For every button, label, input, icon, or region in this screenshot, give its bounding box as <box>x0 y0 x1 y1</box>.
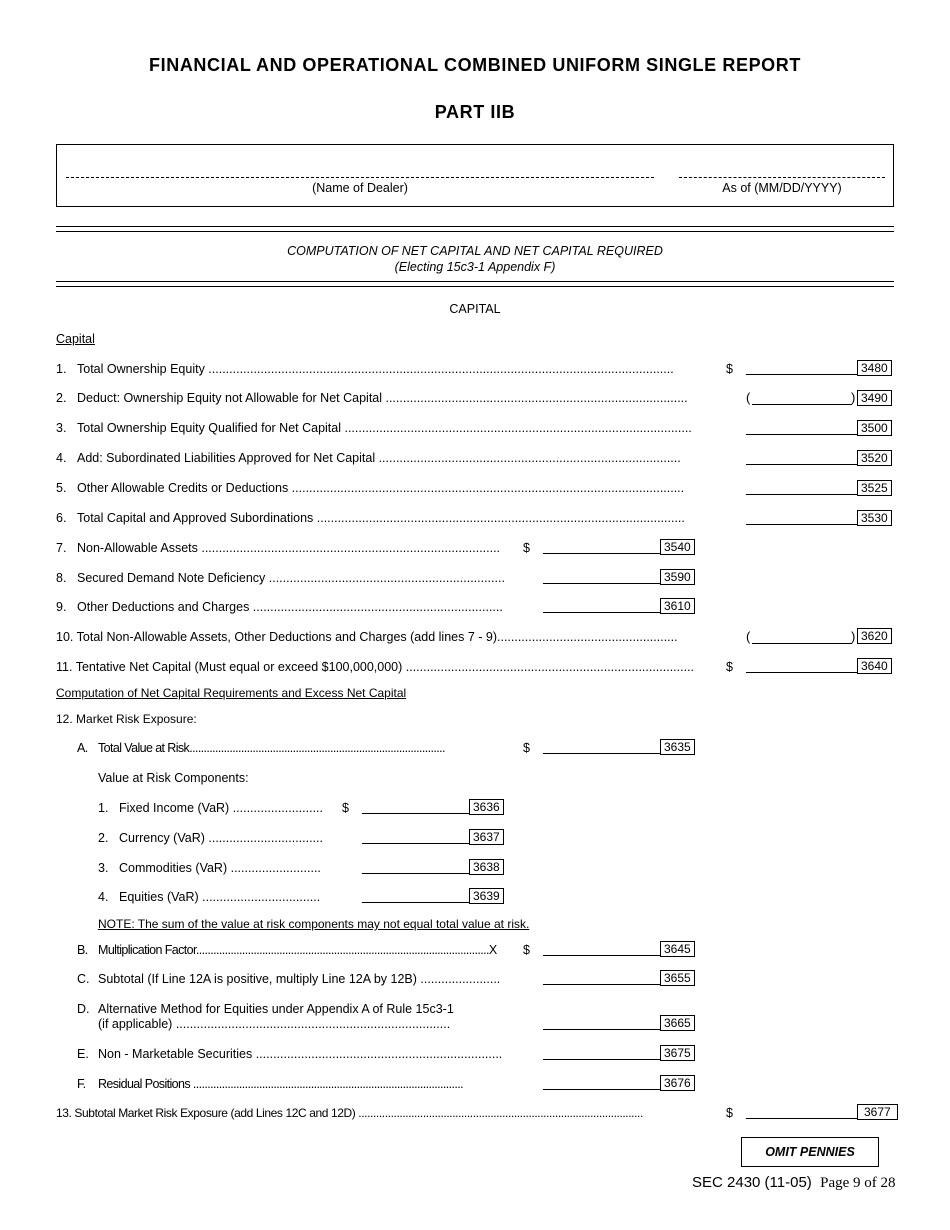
dealer-name-field[interactable] <box>66 177 654 178</box>
line-label: Secured Demand Note Deficiency .................................................................... <box>77 571 505 585</box>
amount-field-3638[interactable] <box>362 873 470 874</box>
amount-field-3500[interactable] <box>746 434 858 435</box>
code-box-3665: 3665 <box>660 1015 695 1031</box>
line-3 <box>56 421 701 435</box>
line-number: 3. <box>56 421 67 435</box>
code-box-3530: 3530 <box>857 510 892 526</box>
code-box-3639: 3639 <box>469 888 504 904</box>
date-field[interactable] <box>679 177 885 178</box>
line-label: Market Risk Exposure: <box>76 712 197 726</box>
line-12b <box>77 943 508 957</box>
code-box-3638: 3638 <box>469 859 504 875</box>
divider <box>56 286 894 287</box>
line-label: Equities (VaR) .................................. <box>119 890 321 904</box>
code-box-3620: 3620 <box>857 628 892 644</box>
code-box-3500: 3500 <box>857 420 892 436</box>
report-title: FINANCIAL AND OPERATIONAL COMBINED UNIFORM SINGLE REPORT <box>149 55 801 75</box>
line-number: 1. <box>56 362 67 376</box>
omit-pennies-box: OMIT PENNIES <box>741 1137 879 1167</box>
code-box-3540: 3540 <box>660 539 695 555</box>
close-paren: ) <box>851 629 856 644</box>
line-number: 9. <box>56 600 67 614</box>
dollar-sign: $ <box>726 362 733 376</box>
dealer-box <box>56 144 894 207</box>
divider <box>56 281 894 282</box>
amount-field-3525[interactable] <box>746 494 858 495</box>
line-number: 12. <box>56 712 73 726</box>
code-box-3525: 3525 <box>857 480 892 496</box>
line-number: 6. <box>56 511 67 525</box>
line-number: A. <box>77 741 88 755</box>
line-number: 10. <box>56 630 74 644</box>
amount-field-3665[interactable] <box>543 1029 661 1030</box>
line-5 <box>56 481 701 495</box>
dollar-sign: $ <box>342 801 349 815</box>
line-label: Add: Subordinated Liabilities Approved for Net Capital ....................................................................................... <box>77 451 681 465</box>
line-number: 5. <box>56 481 67 495</box>
amount-field-3637[interactable] <box>362 843 470 844</box>
var-note: NOTE: The sum of the value at risk components may not equal total value at risk. <box>98 917 530 931</box>
capital-heading: Capital <box>56 332 95 346</box>
close-paren: ) <box>851 390 856 405</box>
amount-field-3590[interactable] <box>543 583 661 584</box>
line-12 <box>56 712 197 726</box>
line-12d-cont: (if applicable) ............................................................................... <box>98 1017 451 1031</box>
line-label: Multiplication Factor......................................................................................................X <box>98 943 497 957</box>
line-number: 2. <box>98 831 109 845</box>
code-box-3676: 3676 <box>660 1075 695 1091</box>
code-box-3590: 3590 <box>660 569 695 585</box>
var-fixed-income <box>98 801 328 815</box>
line-number: 8. <box>56 571 67 585</box>
line-number: 1. <box>98 801 109 815</box>
dollar-sign: $ <box>726 1106 733 1120</box>
amount-field-3610[interactable] <box>543 612 661 613</box>
line-10 <box>56 630 690 644</box>
line-number: B. <box>77 943 88 957</box>
amount-field-3530[interactable] <box>746 524 858 525</box>
code-box-3640: 3640 <box>857 658 892 674</box>
computation-title: COMPUTATION OF NET CAPITAL AND NET CAPITAL REQUIRED <box>287 244 663 258</box>
line-4 <box>56 451 701 465</box>
line-8 <box>56 571 508 585</box>
open-paren: ( <box>746 390 751 405</box>
line-number: C. <box>77 972 90 986</box>
form-footer <box>692 1174 896 1192</box>
line-number: F. <box>77 1077 86 1091</box>
line-label: Subtotal Market Risk Exposure (add Lines 12C and 12D) ................................................................................................. <box>74 1106 643 1120</box>
amount-field-3480[interactable] <box>746 374 858 375</box>
line-12e <box>77 1047 508 1061</box>
amount-field-3640[interactable] <box>746 672 858 673</box>
line-label: Subtotal (If Line 12A is positive, multiply Line 12A by 12B) ....................... <box>98 972 501 986</box>
divider <box>56 226 894 227</box>
line-label: Total Capital and Approved Subordinations .......................................................................................................... <box>77 511 685 525</box>
line-label: Total Ownership Equity ...................................................................................................................................... <box>77 362 674 376</box>
amount-field-3490[interactable] <box>752 404 852 405</box>
amount-field-3620[interactable] <box>752 643 852 644</box>
line-label: Fixed Income (VaR) .......................... <box>119 801 323 815</box>
line-number: 4. <box>56 451 67 465</box>
line-label: Deduct: Ownership Equity not Allowable for Net Capital ....................................................................................... <box>77 391 688 405</box>
var-currency <box>98 831 328 845</box>
dollar-sign: $ <box>523 741 530 755</box>
amount-field-3676[interactable] <box>543 1089 661 1090</box>
line-number: 2. <box>56 391 67 405</box>
amount-field-3540[interactable] <box>543 553 661 554</box>
line-11 <box>56 660 701 674</box>
code-box-3677: 3677 <box>857 1104 898 1120</box>
divider <box>56 231 894 232</box>
dollar-sign: $ <box>523 943 530 957</box>
amount-field-3636[interactable] <box>362 813 470 814</box>
line-12d <box>77 1002 454 1016</box>
code-box-3645: 3645 <box>660 941 695 957</box>
code-box-3490: 3490 <box>857 390 892 406</box>
code-box-3480: 3480 <box>857 360 892 376</box>
line-label: Currency (VaR) ................................. <box>119 831 323 845</box>
var-commodities <box>98 861 328 875</box>
line-1 <box>56 362 701 376</box>
line-label: Commodities (VaR) .......................... <box>119 861 321 875</box>
dealer-name-label: (Name of Dealer) <box>312 181 408 195</box>
line-label: Residual Positions .............................................................................................. <box>98 1077 463 1091</box>
line-number: 3. <box>98 861 109 875</box>
part-title: PART IIB <box>434 102 516 122</box>
line-label: Total Ownership Equity Qualified for Net Capital .................................................................................................... <box>77 421 692 435</box>
amount-field-3655[interactable] <box>543 984 661 985</box>
line-number: 7. <box>56 541 67 555</box>
form-number: SEC 2430 (11-05) <box>692 1174 812 1191</box>
line-12f <box>77 1077 508 1091</box>
line-number: 4. <box>98 890 109 904</box>
var-components-heading: Value at Risk Components: <box>98 771 249 785</box>
line-label: Tentative Net Capital (Must equal or exceed $100,000,000) ................................................................................... <box>75 660 695 674</box>
amount-field-3645[interactable] <box>543 955 661 956</box>
line-7 <box>56 541 508 555</box>
date-label: As of (MM/DD/YYYY) <box>722 181 842 195</box>
line-number: 11. <box>56 660 73 674</box>
amount-field-3639[interactable] <box>362 902 470 903</box>
line-label: Other Deductions and Charges ........................................................................ <box>77 600 503 614</box>
line-number: 13. <box>56 1106 72 1120</box>
dollar-sign: $ <box>523 541 530 555</box>
code-box-3655: 3655 <box>660 970 695 986</box>
var-equities <box>98 890 328 904</box>
section-capital: CAPITAL <box>449 302 501 316</box>
code-box-3610: 3610 <box>660 598 695 614</box>
line-label: Non-Allowable Assets ...................................................................................... <box>77 541 501 555</box>
line-label: Non - Marketable Securities ....................................................................... <box>98 1047 503 1061</box>
line-label: Total Value at Risk......................................................................................... <box>98 741 445 755</box>
line-label: Other Allowable Credits or Deductions ................................................................................................................. <box>77 481 685 495</box>
amount-field-3677[interactable] <box>746 1118 858 1119</box>
requirements-heading: Computation of Net Capital Requirements and Excess Net Capital <box>56 686 407 700</box>
code-box-3637: 3637 <box>469 829 504 845</box>
dollar-sign: $ <box>726 660 733 674</box>
amount-field-3635[interactable] <box>543 753 661 754</box>
line-6 <box>56 511 701 525</box>
line-number: E. <box>77 1047 89 1061</box>
code-box-3636: 3636 <box>469 799 504 815</box>
amount-field-3675[interactable] <box>543 1059 661 1060</box>
page-number: Page 9 of 28 <box>820 1175 896 1191</box>
line-number: D. <box>77 1002 90 1016</box>
code-box-3635: 3635 <box>660 739 695 755</box>
line-13 <box>56 1106 698 1120</box>
amount-field-3520[interactable] <box>746 464 858 465</box>
code-box-3675: 3675 <box>660 1045 695 1061</box>
line-9 <box>56 600 508 614</box>
code-box-3520: 3520 <box>857 450 892 466</box>
line-label: Alternative Method for Equities under Appendix A of Rule 15c3-1 <box>98 1002 454 1016</box>
computation-subtitle: (Electing 15c3-1 Appendix F) <box>394 260 556 274</box>
line-2 <box>56 391 701 405</box>
line-label: Total Non-Allowable Assets, Other Deductions and Charges (add lines 7 - 9).................................................... <box>76 630 678 644</box>
line-12a <box>77 741 508 755</box>
open-paren: ( <box>746 629 751 644</box>
line-12c <box>77 972 508 986</box>
